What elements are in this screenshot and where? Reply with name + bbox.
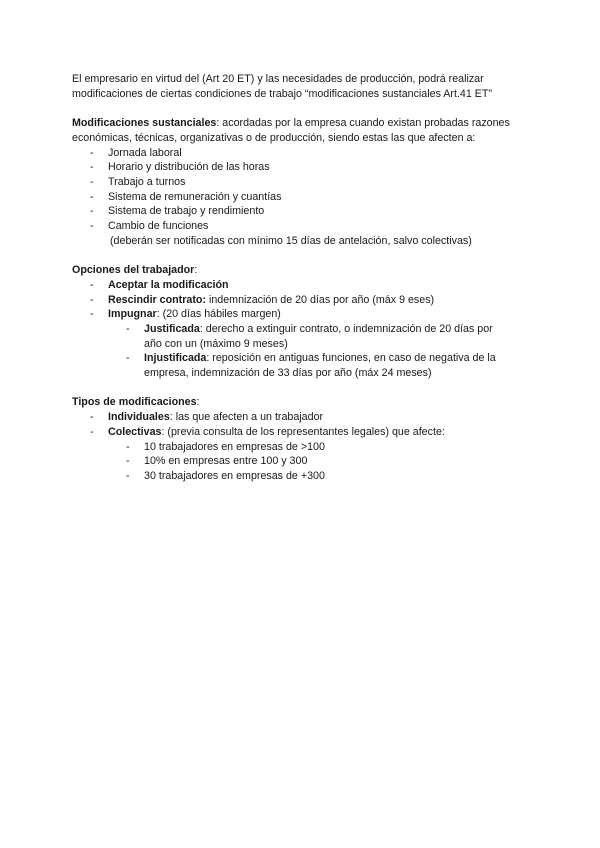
list-item-text: Trabajo a turnos [108,175,186,188]
list-item-text: Jornada laboral [108,146,182,159]
intro-line-2: modificaciones de ciertas condiciones de trabajo “modificaciones sustanciales Art.41 ET” [72,87,492,100]
tipos-heading [72,395,532,410]
sustanciales-list [72,146,532,234]
sustanciales-label: Modificaciones sustanciales [72,117,217,130]
dash-bullet: - [126,352,130,365]
individuales-label: Individuales [108,411,170,424]
opciones-heading-colon: : [194,264,198,277]
list-item [72,219,532,234]
document-page [72,72,532,484]
option-rescindir-text: indemnización de 20 días por año (máx 9 eses) [205,293,435,306]
list-item-text: Sistema de trabajo y rendimiento [108,205,265,218]
dash-bullet: - [90,308,94,321]
option-aceptar-label: Aceptar la modificación [108,278,229,291]
list-item [72,190,532,205]
sustanciales-text-2: económicas, técnicas, organizativas o de producción, siendo estas las que afecten a: [72,131,476,144]
colectivas-item [72,469,532,484]
colectivas-item-text: 30 trabajadores en empresas de +300 [144,469,325,482]
impugnar-justificada [72,322,532,351]
tipos-heading-colon: : [196,396,200,409]
list-item [72,146,532,161]
colectivas-label: Colectivas [108,425,162,438]
dash-bullet: - [90,425,94,438]
dash-bullet: - [90,175,94,188]
dash-bullet: - [90,411,94,424]
dash-bullet: - [90,220,94,233]
dash-bullet: - [90,205,94,218]
list-item-text: Cambio de funciones [108,220,209,233]
injustificada-label: Injustificada [144,352,207,365]
justificada-text-1: : derecho a extinguir contrato, o indemnización de 20 días por [199,322,493,335]
dash-bullet: - [126,469,130,482]
colectivas-item-text: 10 trabajadores en empresas de >100 [144,440,325,453]
sustanciales-text-1: : acordadas por la empresa cuando existan probadas razones [216,117,510,130]
dash-bullet: - [126,440,130,453]
intro-line-1: El empresario en virtud del (Art 20 ET) y las necesidades de producción, podrá realizar [72,73,484,85]
colectivas-item [72,454,532,469]
dash-bullet: - [90,278,94,291]
justificada-label: Justificada [144,322,200,335]
injustificada-text-2: empresa, indemnización de 33 días por año (máx 24 meses) [144,367,432,380]
colectivas-item-text: 10% en empresas entre 100 y 300 [144,455,308,468]
justificada-text-2: año con un (máximo 9 meses) [144,337,288,350]
list-item [72,175,532,190]
dash-bullet: - [90,293,94,306]
dash-bullet: - [126,322,130,335]
option-rescindir-label: Rescindir contrato: [108,293,206,306]
list-item-text: Sistema de remuneración y cuantías [108,190,282,203]
individuales-text: : las que afecten a un trabajador [169,411,324,424]
list-item [72,160,532,175]
option-impugnar-label: Impugnar [108,308,157,321]
tipos-heading-text: Tipos de modificaciones [72,396,197,409]
list-item-text: Horario y distribución de las horas [108,161,270,174]
sustanciales-note: (deberán ser notificadas con mínimo 15 días de antelación, salvo colectivas) [110,234,472,247]
injustificada-text-1: : reposición en antiguas funciones, en caso de negativa de la [206,352,496,365]
dash-bullet: - [90,146,94,159]
dash-bullet: - [126,455,130,468]
impugnar-injustificada [72,351,532,380]
option-impugnar-text: : (20 días hábiles margen) [156,308,281,321]
option-aceptar [72,278,532,293]
dash-bullet: - [90,161,94,174]
opciones-list [72,278,532,381]
dash-bullet: - [90,190,94,203]
tipo-individuales [72,410,532,425]
colectivas-text: : (previa consulta de los representantes legales) que afecte: [161,425,445,438]
option-rescindir [72,293,532,308]
opciones-heading-text: Opciones del trabajador [72,264,195,277]
list-item [72,204,532,219]
tipo-colectivas [72,425,532,440]
sustanciales-paragraph [72,116,532,131]
colectivas-item [72,440,532,455]
tipos-list [72,410,532,484]
opciones-heading [72,263,532,278]
option-impugnar [72,307,532,322]
